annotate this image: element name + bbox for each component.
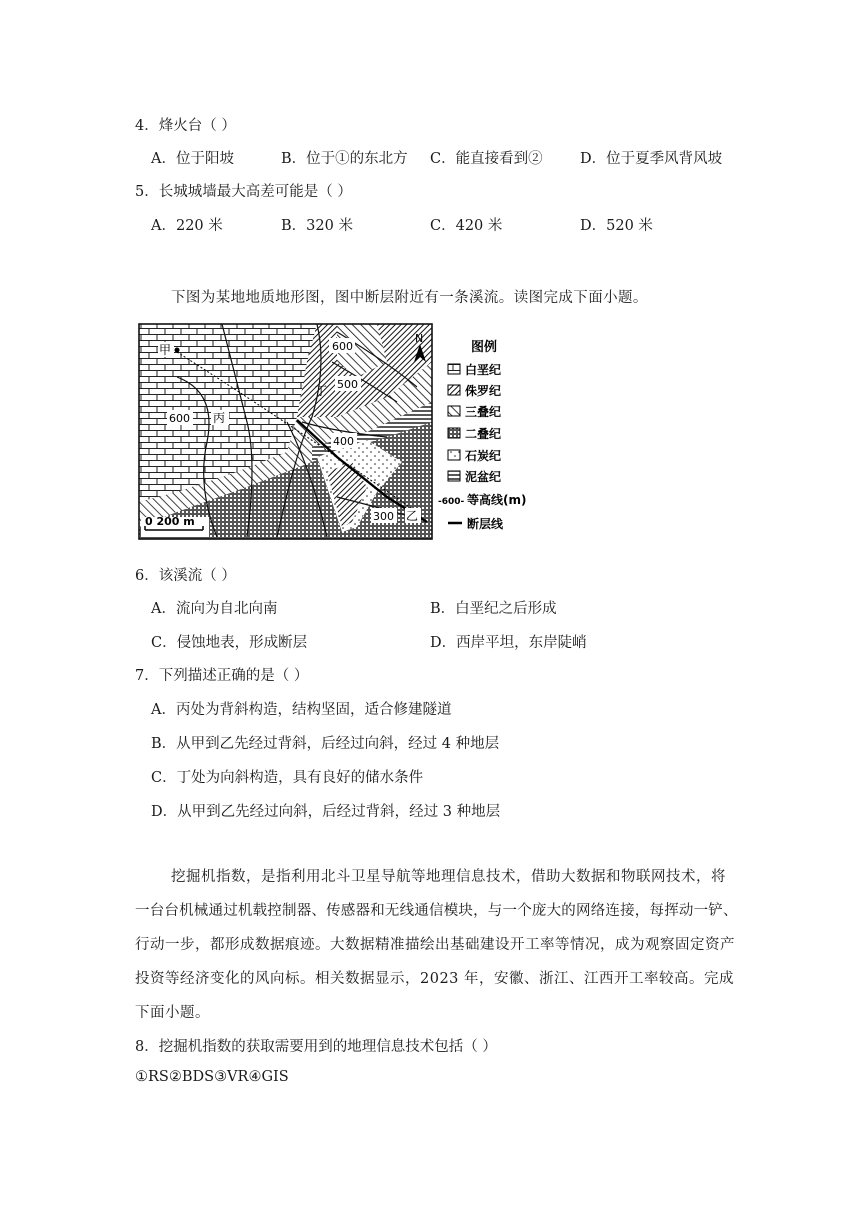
map-legend: [438, 339, 526, 531]
legend-swatch-cretaceous: [448, 364, 460, 374]
scale-label: 0 200 m: [145, 515, 195, 528]
legend-item-carboniferous: 石炭纪: [465, 449, 502, 463]
passage-line-1: 挖掘机指数，是指利用北斗卫星导航等地理信息技术，借助大数据和物联网技术，将: [171, 869, 726, 885]
label-bing: 丙: [213, 411, 226, 425]
q6-option-d: D．西岸平坦，东岸陡峭: [430, 635, 587, 651]
legend-item-devonian: 泥盆纪: [465, 470, 502, 484]
geologic-map-figure: [137, 322, 537, 544]
legend-swatch-triassic: [448, 406, 460, 416]
map-intro: 下图为某地地质地形图，图中断层附近有一条溪流。读图完成下面小题。: [171, 290, 648, 306]
legend-item-contour: 等高线(m): [467, 493, 527, 507]
legend-item-triassic: 三叠纪: [465, 405, 502, 419]
passage-line-3: 行动一步，都形成数据痕迹。大数据精准描绘出基础建设开工率等情况，成为观察固定资产: [135, 937, 735, 953]
north-label: N: [415, 332, 424, 345]
legend-item-permian: 二叠纪: [465, 427, 502, 441]
contour-400: 400: [333, 435, 354, 448]
passage-line-4: 投资等经济变化的风向标。相关数据显示，2023 年，安徽、浙江、江西开工率较高。完成: [135, 971, 735, 987]
q7-option-c: C．丁处为向斜构造，具有良好的储水条件: [151, 770, 424, 786]
legend-swatch-jurassic: [448, 385, 460, 395]
q6-option-b: B．白垩纪之后形成: [430, 601, 557, 617]
q4-option-b: B．位于①的东北方: [281, 151, 408, 167]
label-yi: 乙: [406, 509, 419, 523]
question-8-stem: 8．挖掘机指数的获取需要用到的地理信息技术包括（ ）: [135, 1039, 497, 1055]
q7-option-a: A．丙处为背斜构造，结构坚固，适合修建隧道: [151, 702, 452, 718]
label-ding: 丁: [315, 384, 328, 398]
question-5-stem: 5．长城城墙最大高差可能是（ ）: [135, 184, 352, 200]
contour-300: 300: [373, 510, 394, 523]
question-7-stem: 7．下列描述正确的是（ ）: [135, 668, 309, 684]
q4-option-d: D．位于夏季风背风坡: [580, 151, 723, 167]
q5-option-a: A．220 米: [151, 218, 223, 234]
map-panel: [139, 324, 432, 539]
passage-line-2: 一台台机械通过机载控制器、传感器和无线通信模块，与一个庞大的网络连接，每挥动一铲、: [135, 903, 738, 919]
question-4-stem: 4．烽火台（ ）: [135, 118, 236, 134]
legend-title: 图例: [471, 340, 498, 355]
passage-line-5: 下面小题。: [135, 1005, 210, 1021]
question-8-choices: ①RS②BDS③VR④GIS: [135, 1069, 289, 1085]
legend-swatch-permian: [448, 428, 460, 438]
q4-option-a: A．位于阳坡: [151, 151, 234, 167]
q5-option-c: C．420 米: [430, 218, 503, 234]
q5-option-d: D．520 米: [580, 218, 653, 234]
q7-option-b: B．从甲到乙先经过背斜，后经过向斜，经过 4 种地层: [151, 736, 500, 752]
question-6-stem: 6．该溪流（ ）: [135, 568, 236, 584]
legend-swatch-devonian: [448, 471, 460, 481]
legend-item-jurassic: 侏罗纪: [465, 384, 502, 398]
contour-500: 500: [337, 378, 358, 391]
contour-600-north: 600: [332, 340, 353, 353]
q7-option-d: D．从甲到乙先经过向斜，后经过背斜，经过 3 种地层: [151, 804, 501, 820]
legend-item-fault: 断层线: [467, 517, 504, 531]
q6-option-a: A．流向为自北向南: [151, 601, 278, 617]
q6-option-c: C．侵蚀地表，形成断层: [151, 635, 308, 651]
q5-option-b: B．320 米: [281, 218, 353, 234]
q4-option-c: C．能直接看到②: [430, 151, 543, 167]
legend-swatch-carboniferous: [448, 450, 460, 460]
contour-600-west: 600: [169, 412, 190, 425]
legend-item-cretaceous: 白垩纪: [465, 363, 502, 377]
label-jia: 甲: [159, 343, 172, 357]
legend-contour-sample: -600-: [438, 497, 465, 507]
